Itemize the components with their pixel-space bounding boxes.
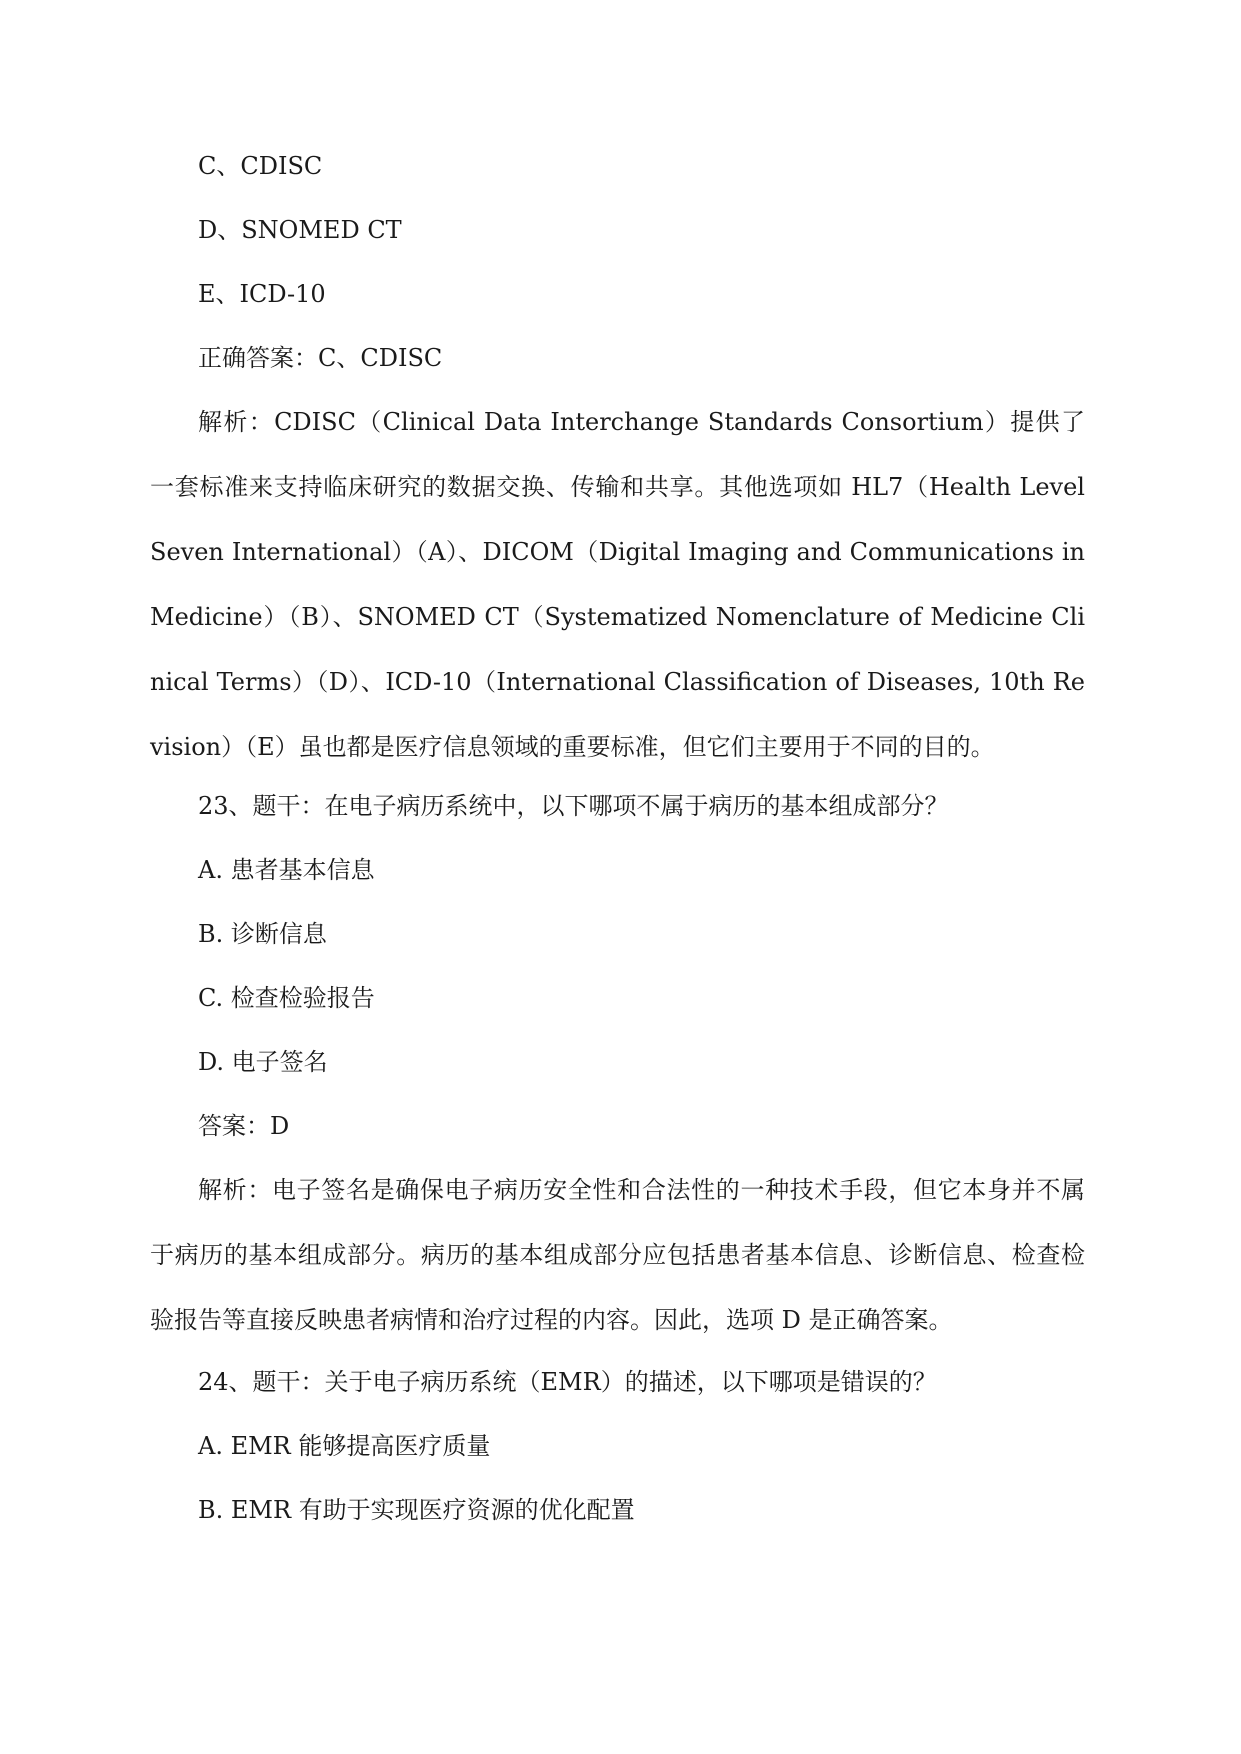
q22-explanation: 解析：CDISC（Clinical Data Interchange Standards Consortium）提供了一套标准来支持临床研究的数据交换、传输和共享。其他选项如 HL7（Health Level Seven International）（A）、DICOM（Digital Imaging and Communications in Medicine）（B）、SNOMED CT（Systematized Nomenclature of Medicine Clinical Terms）（D）、ICD-10（International Classification of Diseases, 10th Revision）（E）虽也都是医疗信息领域的重要标准，但它们主要用于不同的目的。: [150, 408, 1085, 761]
q22-answer: 正确答案：C、CDISC: [198, 344, 443, 372]
q22-option-c: C、CDISC: [198, 152, 323, 180]
q22-option-d: D、SNOMED CT: [198, 216, 402, 244]
q23-option-a: A. 患者基本信息: [198, 856, 375, 884]
q24-option-b: B. EMR 有助于实现医疗资源的优化配置: [198, 1496, 635, 1524]
q23-stem: 23、题干：在电子病历系统中，以下哪项不属于病历的基本组成部分？: [198, 792, 949, 820]
q23-option-b: B. 诊断信息: [198, 920, 327, 948]
q24-option-a: A. EMR 能够提高医疗质量: [198, 1432, 491, 1460]
q23-option-d: D. 电子签名: [198, 1048, 328, 1076]
q23-option-c: C. 检查检验报告: [198, 984, 375, 1012]
q24-stem: 24、题干：关于电子病历系统（EMR）的描述，以下哪项是错误的？: [198, 1368, 937, 1396]
q23-explanation: 解析：电子签名是确保电子病历安全性和合法性的一种技术手段，但它本身并不属于病历的基本组成部分。病历的基本组成部分应包括患者基本信息、诊断信息、检查检验报告等直接反映患者病情和治疗过程的内容。因此，选项 D 是正确答案。: [150, 1176, 1085, 1334]
q22-option-e: E、ICD-10: [198, 280, 326, 308]
q23-answer: 答案：D: [198, 1112, 290, 1140]
